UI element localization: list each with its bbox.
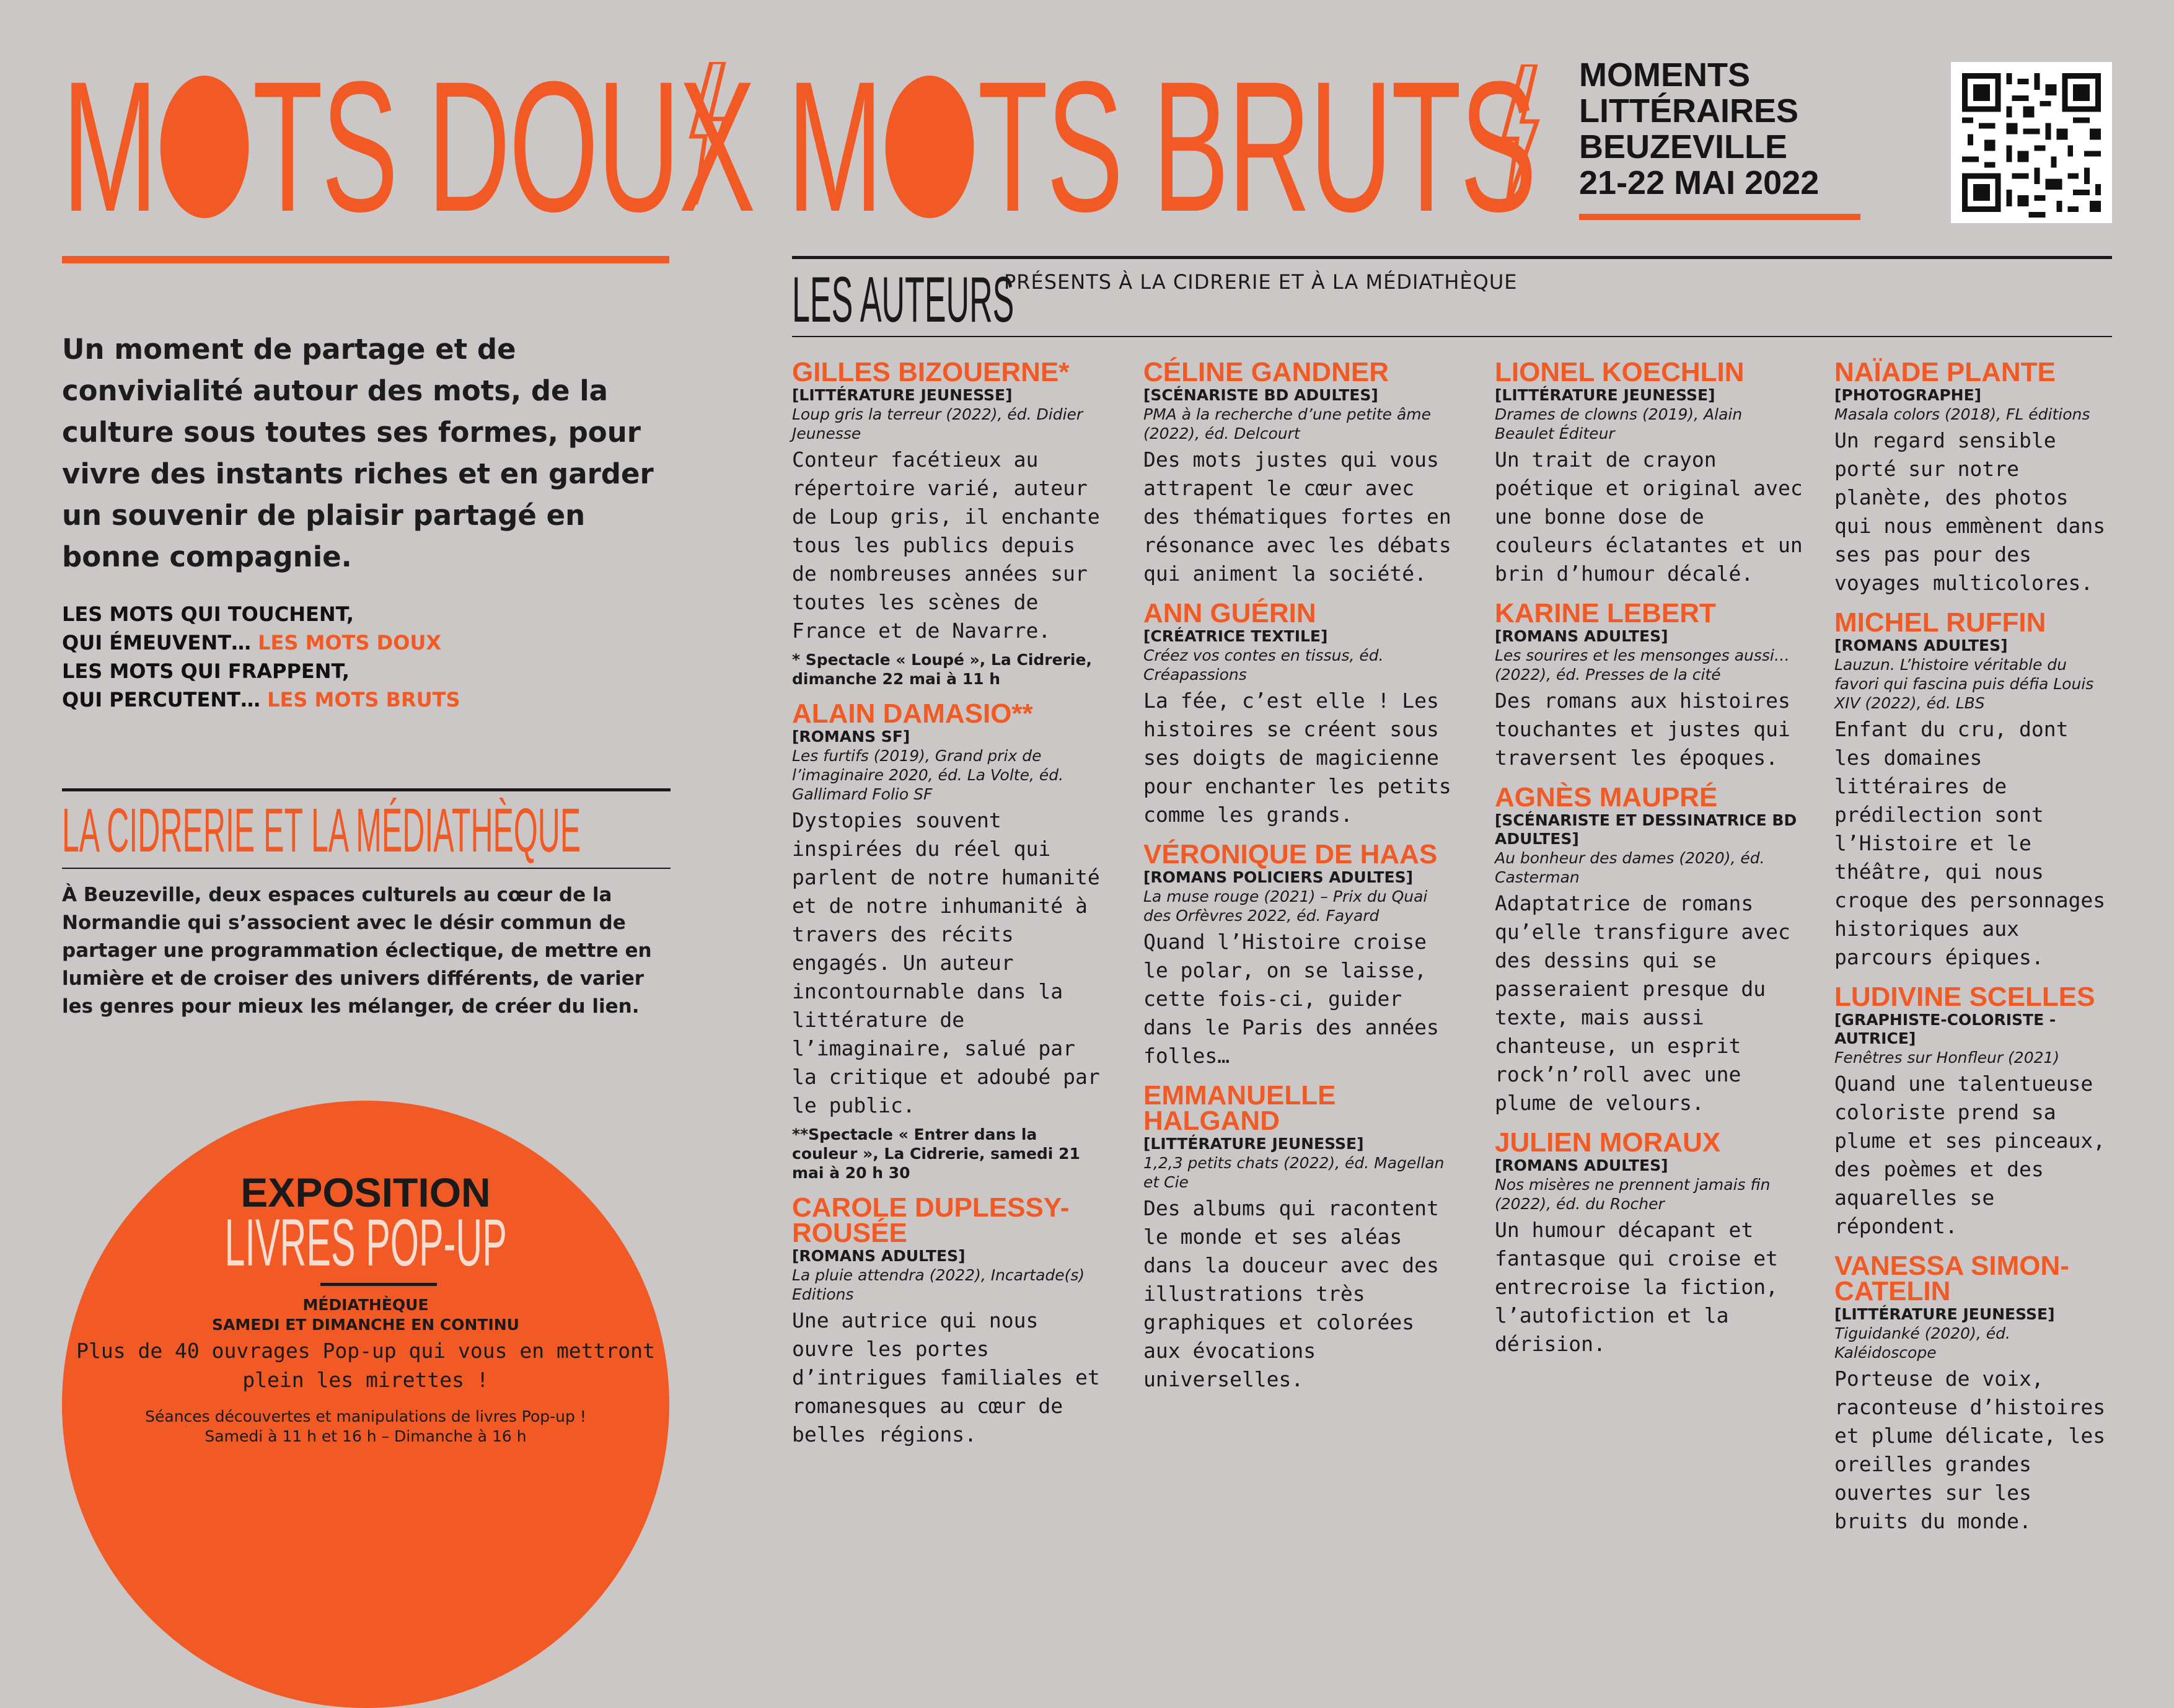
author-card (1834, 984, 2113, 1241)
divider (792, 336, 2112, 337)
exposition-subtitle: LIVRES POP-UP (224, 1205, 507, 1280)
author-role: [GRAPHISTE-COLORISTE - AUTRICE] (1834, 1011, 2056, 1047)
exposition-description: Plus de 40 ouvrages Pop-up qui vous en mettront plein les mirettes ! (76, 1339, 655, 1392)
author-name: GILLES BIZOUERNE* (792, 357, 1070, 387)
author-name: MICHEL RUFFIN (1834, 607, 2046, 638)
author-works: Masala colors (2018), FL éditions (1834, 405, 2090, 423)
author-description: Un trait de crayon poétique et original avec une bonne dose de couleurs éclatantes et un brin d’humour décalé. (1495, 447, 1803, 586)
author-name: NAÏADE PLANTE (1834, 357, 2056, 387)
qr-code-icon[interactable] (1951, 62, 2112, 223)
authors-column-3 (1495, 359, 1805, 1371)
author-role: [ROMANS ADULTES] (1834, 636, 2008, 654)
author-works: Loup gris la terreur (2022), éd. Didier Jeunesse (792, 405, 1083, 442)
exposition-title: EXPOSITION (240, 1169, 491, 1215)
author-works: Fenêtres sur Honfleur (2021) (1834, 1049, 2060, 1067)
title-mots-bruts-rest: TS BRUTS (977, 42, 1536, 250)
author-works: La pluie attendra (2022), Incartade(s) Editions (792, 1266, 1085, 1303)
event-line-moments: MOMENTS (1579, 56, 1750, 94)
author-role: [ROMANS SF] (792, 728, 910, 746)
mots-line-dark: QUI ÉMEUVENT… (62, 631, 258, 654)
author-description: Quand l’Histoire croise le polar, on se laisse, cette fois-ci, guider dans le Paris des années folles… (1143, 930, 1439, 1068)
author-role: [LITTÉRATURE JEUNESSE] (792, 386, 1013, 404)
author-works: PMA à la recherche d’une petite âme (2022), éd. Delcourt (1143, 405, 1432, 442)
author-role: [CRÉATRICE TEXTILE] (1143, 627, 1328, 645)
mots-line-dark: QUI PERCUTENT… (62, 688, 268, 711)
author-description: Dystopies souvent inspirées du réel qui parlent de notre humanité et de notre inhumanité à travers des récits engagés. Un auteur incontournable dans la littérature de l’imaginaire, salué par la critique et adoubé par le public. (792, 808, 1100, 1117)
author-note: * Spectacle « Loupé », La Cidrerie, dimanche 22 mai à 11 h (792, 651, 1092, 688)
author-description: Porteuse de voix, raconteuse d’histoires et plume délicate, les oreilles grandes ouvertes sur les bruits du monde. (1834, 1367, 2106, 1533)
author-description: La fée, c’est elle ! Les histoires se créent sous ses doigts de magicienne pour enchanter les petits comme les grands. (1143, 689, 1451, 827)
exposition-venue: MÉDIATHÈQUE (302, 1296, 429, 1314)
author-name: CAROLE DUPLESSY-ROUSÉE (792, 1192, 1070, 1248)
author-description: Un regard sensible porté sur notre planète, des photos qui nous emmènent dans ses pas pour des voyages multicolores. (1834, 428, 2106, 595)
orange-circle-o (161, 76, 249, 218)
author-role: [SCÉNARISTE BD ADULTES] (1143, 386, 1378, 404)
author-works: Créez vos contes en tissus, éd. Créapassions (1143, 646, 1384, 684)
author-card (792, 698, 1102, 1182)
authors-column-1 (792, 359, 1102, 1461)
author-works: Les furtifs (2019), Grand prix de l’imaginaire 2020, éd. La Volte, éd. Gallimard Folio SF (792, 747, 1064, 803)
auteurs-title: LES AUTEURS (792, 264, 1014, 336)
author-role: [LITTÉRATURE JEUNESSE] (1143, 1135, 1364, 1153)
author-card (1495, 1127, 1805, 1358)
divider (62, 256, 669, 263)
author-name: ALAIN DAMASIO** (792, 698, 1033, 729)
divider (62, 868, 671, 869)
intro-paragraph: Un moment de partage et de convivialité autour des mots, de la culture sous toutes ses formes, pour vivre des instants riches et en garder un souvenir de plaisir partagé en bonne compagnie. (62, 333, 654, 573)
title-mots-doux-m: M (62, 42, 157, 250)
authors-column-2 (1143, 359, 1453, 1406)
author-works: Tiguidanké (2020), éd. Kaléidoscope (1834, 1324, 2010, 1362)
mots-line (62, 685, 460, 714)
author-description: Quand une talentueuse coloriste prend sa plume et ses pinceaux, des poèmes et des aquarelles se répondent. (1834, 1072, 2106, 1238)
author-works: Au bonheur des dames (2020), éd. Casterman (1495, 849, 1765, 886)
exposition-session-line: Séances découvertes et manipulations de livres Pop-up ! (145, 1407, 586, 1425)
event-line-litteraires: LITTÉRAIRES (1579, 92, 1799, 130)
author-note: **Spectacle « Entrer dans la couleur », La Cidrerie, samedi 21 mai à 20 h 30 (792, 1125, 1080, 1182)
author-role: [ROMANS ADULTES] (792, 1247, 966, 1265)
author-name: KARINE LEBERT (1495, 598, 1716, 628)
event-line-dates: 21-22 MAI 2022 (1579, 164, 1820, 201)
author-role: [ROMANS ADULTES] (1495, 627, 1668, 645)
lightning-bolt-icon (687, 62, 730, 205)
authors-column-4 (1834, 359, 2113, 1548)
mots-doux-label: LES MOTS DOUX (258, 631, 442, 654)
author-card (792, 359, 1102, 689)
event-underline (1579, 214, 1860, 220)
author-card (1834, 607, 2113, 972)
exposition-session-line: Samedi à 11 h et 16 h – Dimanche à 16 h (205, 1427, 527, 1445)
mots-lines (62, 600, 460, 714)
author-description: Une autrice qui nous ouvre les portes d’intrigues familiales et romanesques au cœur de belles régions. (792, 1308, 1100, 1446)
divider (792, 256, 2112, 259)
author-name: AGNÈS MAUPRÉ (1495, 782, 1718, 812)
lightning-bolt-icon (1498, 64, 1542, 207)
orange-circle-o (886, 76, 974, 218)
author-card (1495, 782, 1805, 1117)
title-mots-doux-rest: TS DOUX (252, 42, 754, 250)
author-works: Les sourires et les mensonges aussi… (2022), éd. Presses de la cité (1495, 646, 1790, 684)
cidrerie-text: À Beuzeville, deux espaces culturels au cœur de la Normandie qui s’associent avec le désir commun de partager une programmation éclectique, de mettre en lumière et de croiser des univers différents, de varier les genres pour mieux les mélanger, de créer du lien. (62, 884, 652, 1018)
author-card (1143, 1080, 1453, 1394)
author-name: JULIEN MORAUX (1495, 1127, 1721, 1158)
author-description: Enfant du cru, dont les domaines littéraires de prédilection sont l’Histoire et le théâtre, qui nous croque des personnages historiques aux parcours épiques. (1834, 717, 2106, 969)
exposition-subtitle-wrap (62, 1205, 669, 1280)
title-mots-bruts-m: M (787, 42, 882, 250)
divider (62, 788, 671, 791)
author-role: [LITTÉRATURE JEUNESSE] (1834, 1305, 2055, 1323)
mots-line (62, 628, 460, 657)
author-description: Des albums qui racontent le monde et ses aléas dans la douceur avec des illustrations très graphiques et colorées aux évocations universelles. (1143, 1196, 1439, 1391)
author-card (1834, 359, 2113, 597)
author-card (1495, 359, 1805, 588)
author-works: Nos misères ne prennent jamais fin (2022), éd. du Rocher (1495, 1176, 1771, 1213)
author-role: [LITTÉRATURE JEUNESSE] (1495, 386, 1715, 404)
author-card (1143, 839, 1453, 1070)
exposition-place (62, 1295, 669, 1335)
author-role: [ROMANS ADULTES] (1495, 1156, 1668, 1174)
author-name: CÉLINE GANDNER (1143, 357, 1389, 387)
mots-line: LES MOTS QUI TOUCHENT, (62, 602, 354, 626)
author-card (1834, 1253, 2113, 1536)
event-line-city: BEUZEVILLE (1579, 128, 1788, 165)
author-description: Un humour décapant et fantasque qui croise et entrecroise la fiction, l’autofiction et la dérision. (1495, 1218, 1778, 1356)
mots-bruts-label: LES MOTS BRUTS (267, 688, 460, 711)
author-name: LUDIVINE SCELLES (1834, 982, 2095, 1012)
title-mots-doux (62, 42, 754, 250)
author-card (792, 1192, 1102, 1449)
exposition-when: SAMEDI ET DIMANCHE EN CONTINU (212, 1316, 519, 1334)
author-description: Des mots justes qui vous attrapent le cœur avec des thématiques fortes en résonance avec les débats qui animent la société. (1143, 447, 1451, 586)
author-works: Lauzun. L’histoire véritable du favori qui fascina puis défia Louis XIV (2022), éd. LBS (1834, 656, 2094, 712)
author-name: LIONEL KOECHLIN (1495, 357, 1745, 387)
mots-line: LES MOTS QUI FRAPPENT, (62, 659, 350, 683)
author-card (1143, 359, 1453, 588)
author-card (1495, 598, 1805, 772)
auteurs-subtitle: PRÉSENTS À LA CIDRERIE ET À LA MÉDIATHÈQUE (1004, 270, 1518, 294)
exposition-sessions (62, 1407, 669, 1446)
author-works: Drames de clowns (2019), Alain Beaulet Éditeur (1495, 405, 1743, 442)
author-role: [PHOTOGRAPHE] (1834, 386, 1982, 404)
title-mots-bruts (787, 42, 1536, 250)
author-description: Adaptatrice de romans qu’elle transfigure avec des dessins qui se passeraient presque du texte, mais aussi chanteuse, un esprit rock’n’roll avec une plume de velours. (1495, 891, 1790, 1115)
author-name: VÉRONIQUE DE HAAS (1143, 839, 1438, 869)
author-name: VANESSA SIMON-CATELIN (1834, 1251, 2069, 1306)
author-works: 1,2,3 petits chats (2022), éd. Magellan et Cie (1143, 1154, 1445, 1191)
author-description: Des romans aux histoires touchantes et justes qui traversent les époques. (1495, 689, 1790, 770)
exposition-divider (320, 1283, 437, 1286)
author-role: [SCÉNARISTE ET DESSINATRICE BD ADULTES] (1495, 811, 1797, 848)
event-info (1579, 57, 1819, 201)
author-description: Conteur facétieux au répertoire varié, auteur de Loup gris, il enchante tous les publics depuis de nombreuses années sur toutes les scènes de France et de Navarre. (792, 447, 1100, 643)
author-card (1143, 598, 1453, 829)
cidrerie-title: LA CIDRERIE ET LA MÉDIATHÈQUE (62, 796, 581, 865)
author-name: EMMANUELLE HALGAND (1143, 1080, 1336, 1136)
author-works: La muse rouge (2021) – Prix du Quai des Orfèvres 2022, éd. Fayard (1143, 887, 1428, 925)
author-role: [ROMANS POLICIERS ADULTES] (1143, 868, 1414, 886)
author-name: ANN GUÉRIN (1143, 598, 1316, 628)
